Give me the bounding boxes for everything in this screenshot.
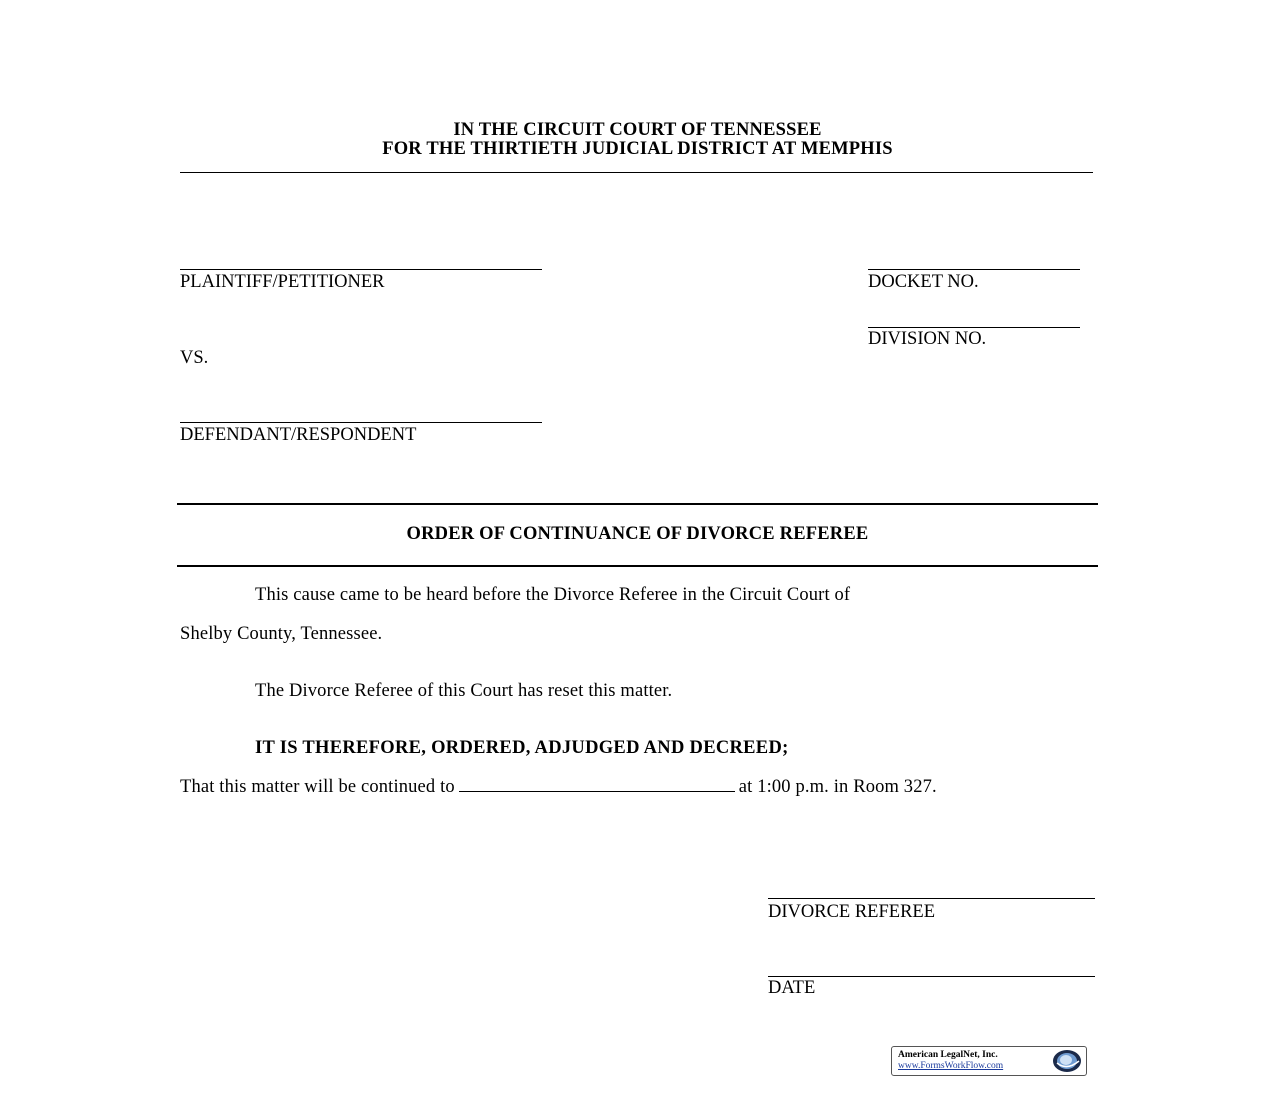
plaintiff-name-line[interactable] bbox=[180, 269, 542, 270]
header-underline bbox=[180, 172, 1093, 173]
order-heading: IT IS THEREFORE, ORDERED, ADJUDGED AND DECREED; bbox=[255, 738, 789, 758]
court-district-line: FOR THE THIRTIETH JUDICIAL DISTRICT AT MEMPHIS bbox=[382, 139, 893, 159]
plaintiff-label: PLAINTIFF/PETITIONER bbox=[180, 272, 385, 292]
publisher-name: American LegalNet, Inc. bbox=[898, 1050, 998, 1060]
referee-signature-line[interactable] bbox=[768, 898, 1095, 899]
docket-number-line[interactable] bbox=[868, 269, 1080, 270]
defendant-label: DEFENDANT/RESPONDENT bbox=[180, 425, 417, 445]
continuance-prefix: That this matter will be continued to bbox=[180, 777, 455, 797]
title-top-rule bbox=[177, 503, 1098, 505]
publisher-badge[interactable] bbox=[891, 1046, 1087, 1076]
docket-label: DOCKET NO. bbox=[868, 272, 979, 292]
body-paragraph-1-line-1: This cause came to be heard before the Divorce Referee in the Circuit Court of bbox=[255, 585, 851, 605]
date-line[interactable] bbox=[768, 976, 1095, 977]
continuance-suffix: at 1:00 p.m. in Room 327. bbox=[738, 777, 937, 797]
division-label: DIVISION NO. bbox=[868, 329, 987, 349]
continuance-date-blank[interactable] bbox=[459, 790, 735, 792]
document-title: ORDER OF CONTINUANCE OF DIVORCE REFEREE bbox=[406, 524, 869, 544]
title-bottom-rule bbox=[177, 565, 1098, 567]
body-paragraph-1-line-2: Shelby County, Tennessee. bbox=[180, 624, 383, 644]
continuance-sentence bbox=[180, 777, 937, 798]
body-paragraph-2: The Divorce Referee of this Court has reset this matter. bbox=[255, 681, 673, 701]
division-number-line[interactable] bbox=[868, 327, 1080, 328]
publisher-url-link[interactable]: www.FormsWorkFlow.com bbox=[898, 1061, 1004, 1071]
court-name-line: IN THE CIRCUIT COURT OF TENNESSEE bbox=[453, 120, 822, 140]
publisher-logo-icon bbox=[1051, 1049, 1083, 1073]
referee-signature-label: DIVORCE REFEREE bbox=[768, 902, 936, 922]
versus-label: VS. bbox=[180, 348, 209, 368]
defendant-name-line[interactable] bbox=[180, 422, 542, 423]
date-label: DATE bbox=[768, 978, 816, 998]
